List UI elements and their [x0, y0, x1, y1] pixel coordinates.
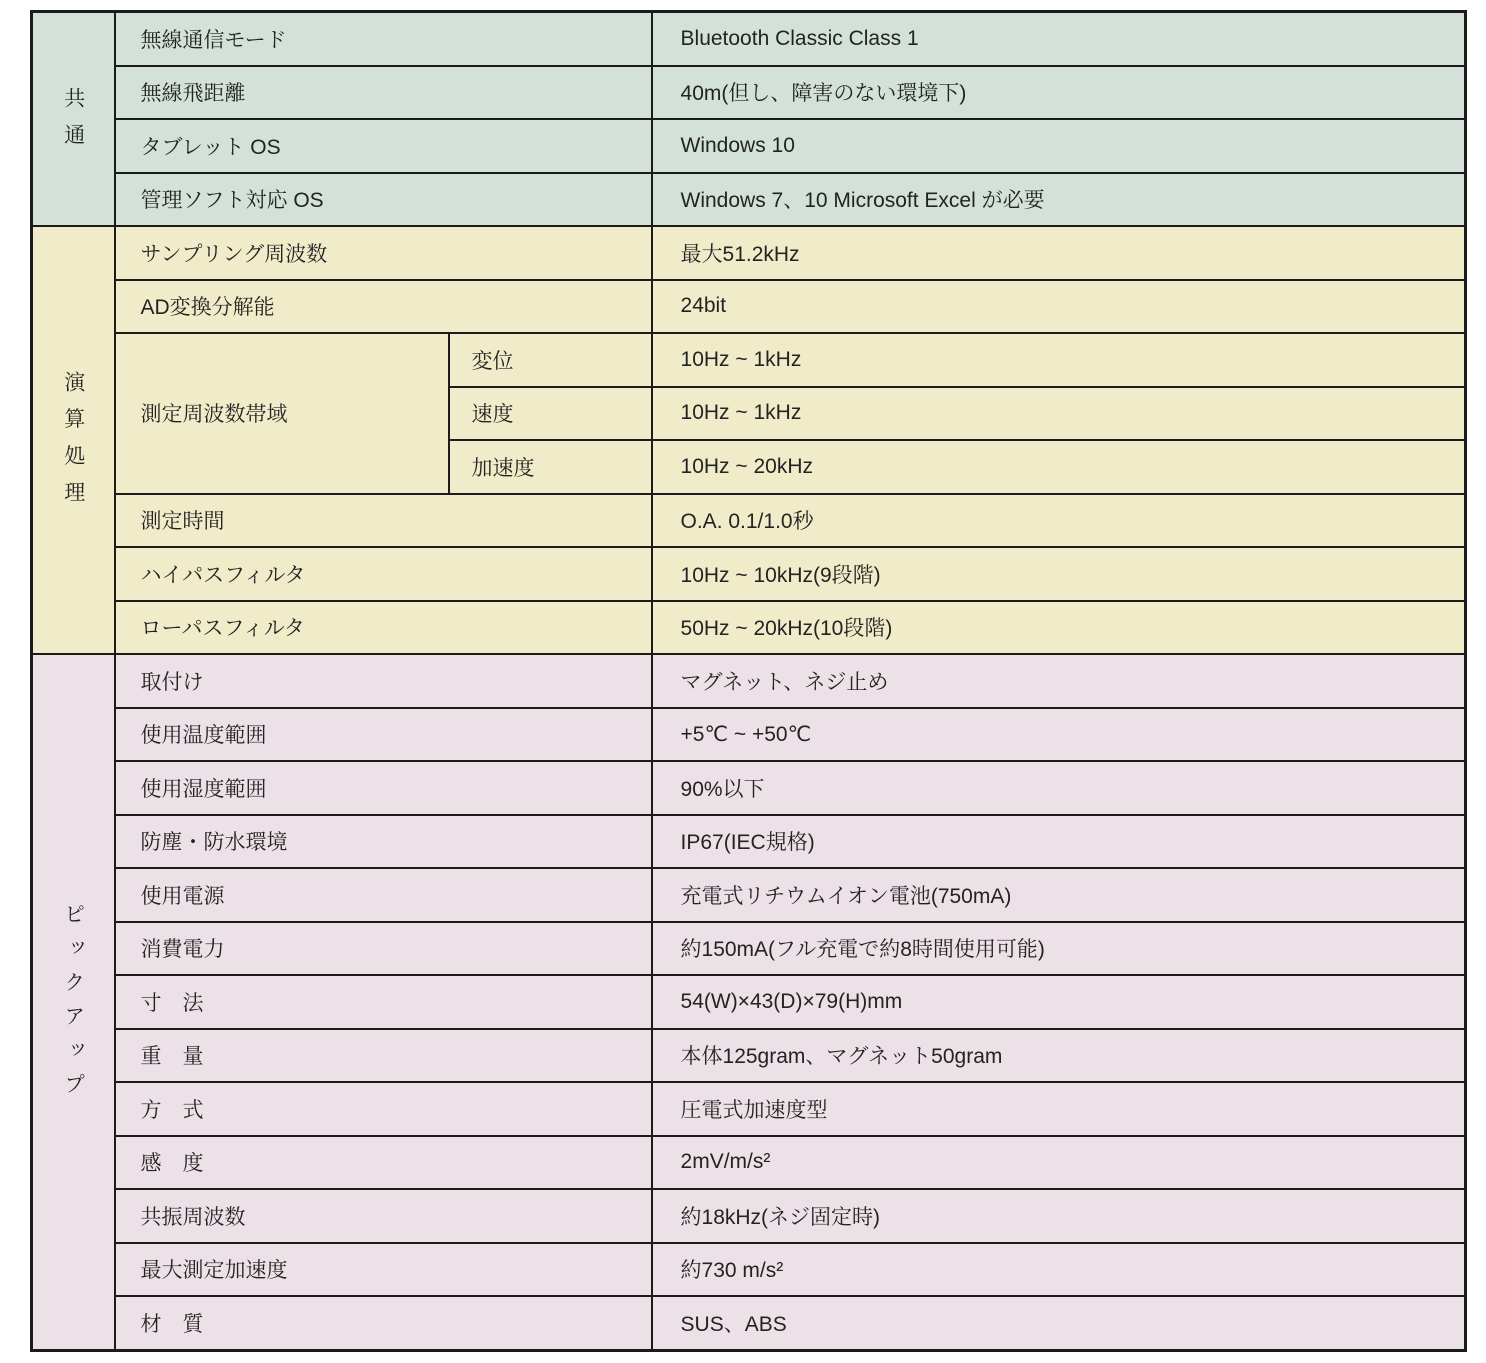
table-row [32, 975, 1466, 1029]
spec-label: 共振周波数 [115, 1189, 652, 1243]
spec-value: 54(W)×43(D)×79(H)mm [652, 975, 1466, 1029]
spec-sublabel: 加速度 [449, 440, 652, 494]
table-row [32, 1029, 1466, 1083]
spec-value: 約18kHz(ネジ固定時) [652, 1189, 1466, 1243]
table-row [32, 922, 1466, 976]
spec-label: ハイパスフィルタ [115, 547, 652, 601]
spec-value: 10Hz ~ 1kHz [652, 387, 1466, 441]
spec-label: 材 質 [115, 1296, 652, 1350]
spec-value: 本体125gram、マグネット50gram [652, 1029, 1466, 1083]
spec-label: タブレット OS [115, 119, 652, 173]
spec-label: サンプリング周波数 [115, 226, 652, 280]
spec-label: 無線飛距離 [115, 66, 652, 120]
table-row [32, 1189, 1466, 1243]
table-row [32, 654, 1466, 708]
spec-value: 約730 m/s² [652, 1243, 1466, 1297]
spec-label: 消費電力 [115, 922, 652, 976]
spec-label: 最大測定加速度 [115, 1243, 652, 1297]
spec-label: 寸 法 [115, 975, 652, 1029]
spec-value: 10Hz ~ 1kHz [652, 333, 1466, 387]
spec-sublabel: 変位 [449, 333, 652, 387]
table-row [32, 868, 1466, 922]
spec-group-label: 測定周波数帯域 [115, 333, 449, 494]
spec-value: Windows 10 [652, 119, 1466, 173]
section-header-common [32, 12, 115, 227]
spec-sublabel: 速度 [449, 387, 652, 441]
spec-value: SUS、ABS [652, 1296, 1466, 1350]
spec-value: 充電式リチウムイオン電池(750mA) [652, 868, 1466, 922]
spec-label: 使用電源 [115, 868, 652, 922]
spec-label: 取付け [115, 654, 652, 708]
spec-value: Windows 7、10 Microsoft Excel が必要 [652, 173, 1466, 227]
spec-label: 使用湿度範囲 [115, 761, 652, 815]
section-processing [32, 226, 1466, 654]
spec-value: 24bit [652, 280, 1466, 334]
spec-label: 方 式 [115, 1082, 652, 1136]
spec-value: 90%以下 [652, 761, 1466, 815]
section-title: ピックアップ [61, 903, 85, 1108]
section-common [32, 12, 1466, 227]
table-row [32, 226, 1466, 280]
spec-label: 使用温度範囲 [115, 708, 652, 762]
table-row [32, 547, 1466, 601]
section-title: 演算処理 [61, 371, 85, 519]
table-row [32, 708, 1466, 762]
section-header-processing [32, 226, 115, 654]
table-row [32, 280, 1466, 334]
table-row [32, 12, 1466, 66]
spec-label: ローパスフィルタ [115, 601, 652, 655]
section-pickup [32, 654, 1466, 1350]
spec-value: Bluetooth Classic Class 1 [652, 12, 1466, 66]
section-header-pickup [32, 654, 115, 1350]
table-row [32, 494, 1466, 548]
spec-table [30, 10, 1467, 1352]
spec-value: IP67(IEC規格) [652, 815, 1466, 869]
spec-label: AD変換分解能 [115, 280, 652, 334]
table-row [32, 1136, 1466, 1190]
spec-label: 無線通信モード [115, 12, 652, 66]
table-row [32, 66, 1466, 120]
table-row [32, 119, 1466, 173]
spec-value: 10Hz ~ 20kHz [652, 440, 1466, 494]
spec-label: 防塵・防水環境 [115, 815, 652, 869]
spec-value: マグネット、ネジ止め [652, 654, 1466, 708]
spec-value: O.A. 0.1/1.0秒 [652, 494, 1466, 548]
spec-label: 測定時間 [115, 494, 652, 548]
section-title: 共通 [61, 87, 85, 161]
table-row [32, 761, 1466, 815]
spec-value: 10Hz ~ 10kHz(9段階) [652, 547, 1466, 601]
spec-label: 感 度 [115, 1136, 652, 1190]
table-row [32, 815, 1466, 869]
table-row [32, 173, 1466, 227]
table-row [32, 333, 1466, 387]
spec-value: 約150mA(フル充電で約8時間使用可能) [652, 922, 1466, 976]
table-row [32, 601, 1466, 655]
spec-label: 管理ソフト対応 OS [115, 173, 652, 227]
spec-value: +5℃ ~ +50℃ [652, 708, 1466, 762]
table-row [32, 1243, 1466, 1297]
spec-value: 最大51.2kHz [652, 226, 1466, 280]
table-row [32, 1082, 1466, 1136]
spec-value: 40m(但し、障害のない環境下) [652, 66, 1466, 120]
table-row [32, 1296, 1466, 1350]
spec-value: 50Hz ~ 20kHz(10段階) [652, 601, 1466, 655]
spec-value: 圧電式加速度型 [652, 1082, 1466, 1136]
spec-value: 2mV/m/s² [652, 1136, 1466, 1190]
spec-label: 重 量 [115, 1029, 652, 1083]
